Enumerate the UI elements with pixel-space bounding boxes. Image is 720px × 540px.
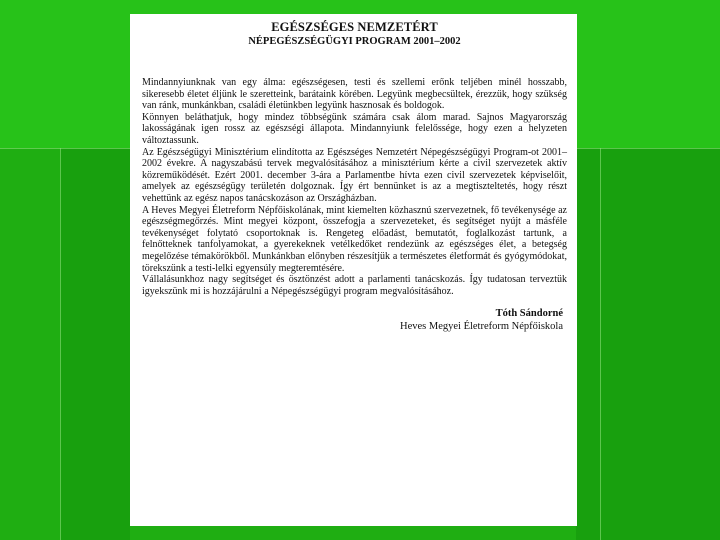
document-body: [142, 77, 567, 297]
document-subtitle: NÉPEGÉSZSÉGÜGYI PROGRAM 2001–2002: [248, 36, 461, 47]
paragraph: Vállalásunkhoz nagy segítséget és ösztönzést adott a parlamenti tanácskozás. Így tudatosan terveztük igyekszünk mi is hozzájárulni a Népegészségügyi program megvalósításához.: [142, 274, 567, 297]
slide-background-block-left: [60, 148, 130, 540]
document-page: [130, 14, 577, 526]
slide-background-block-right: [576, 148, 720, 540]
paragraph: Könnyen beláthatjuk, hogy mindez többségünk számára csak álom marad. Sajnos Magyarország lakosságának igen rossz az egészségi állapota. Mindannyiunk felelőssége, hogy ezen a helyzeten változtassunk.: [142, 111, 567, 146]
document-title: EGÉSZSÉGES NEMZETÉRT: [271, 20, 438, 34]
signature-organization: Heves Megyei Életreform Népfőiskola: [400, 321, 563, 333]
paragraph: Az Egészségügyi Minisztérium elindította az Egészséges Nemzetért Népegészségügyi Program-ot 2001–2002 évekre. A nagyszabású tervek megvalósításához a minisztérium kérte a civil szervezetek aktív közreműködését. Ezért 2001. december 3-ára a Parlamentbe hívta ezen civil szervezetek képviselőit, amelyek az egészségügy területén dolgoznak. Így ért bennünket is az a megtiszteltetés, hogy részt vehettünk az egész napos tanácskozáson az Országházban.: [142, 146, 567, 204]
grid-line: [60, 148, 61, 540]
signature-block: [142, 307, 567, 333]
grid-line: [600, 148, 601, 540]
signature-name: Tóth Sándorné: [495, 308, 563, 320]
paragraph: A Heves Megyei Életreform Népfőiskolának, mint kiemelten közhasznú szervezetnek, fő tevékenysége az egészségmegőrzés. Mint megyei központ, összefogja a szervezeteket, és segítséget nyújt a másféle tevékenységet folytató csoportoknak is. Rengeteg előadást, bemutatót, foglalkozást tartunk, a felnőtteknek tanfolyamokat, a gyerekeknek vetélkedőket rendezünk az egészséges élet, a betegség megelőzése témakörökből. Munkánkban előnyben részesítjük a természetes életformát és gyógymódokat, törekszünk a testi-lelki egyensúly megteremtésére.: [142, 204, 567, 274]
paragraph: Mindannyiunknak van egy álma: egészségesen, testi és szellemi erőnk teljében minél hosszabb, sikeresebb életet éljünk le szeretteink, barátaink körében. Legyünk megbecsültek, érezzük, hogy szükség van ránk, munkánkban, családi életünkben legyünk hasznosak és boldogok.: [142, 77, 567, 112]
